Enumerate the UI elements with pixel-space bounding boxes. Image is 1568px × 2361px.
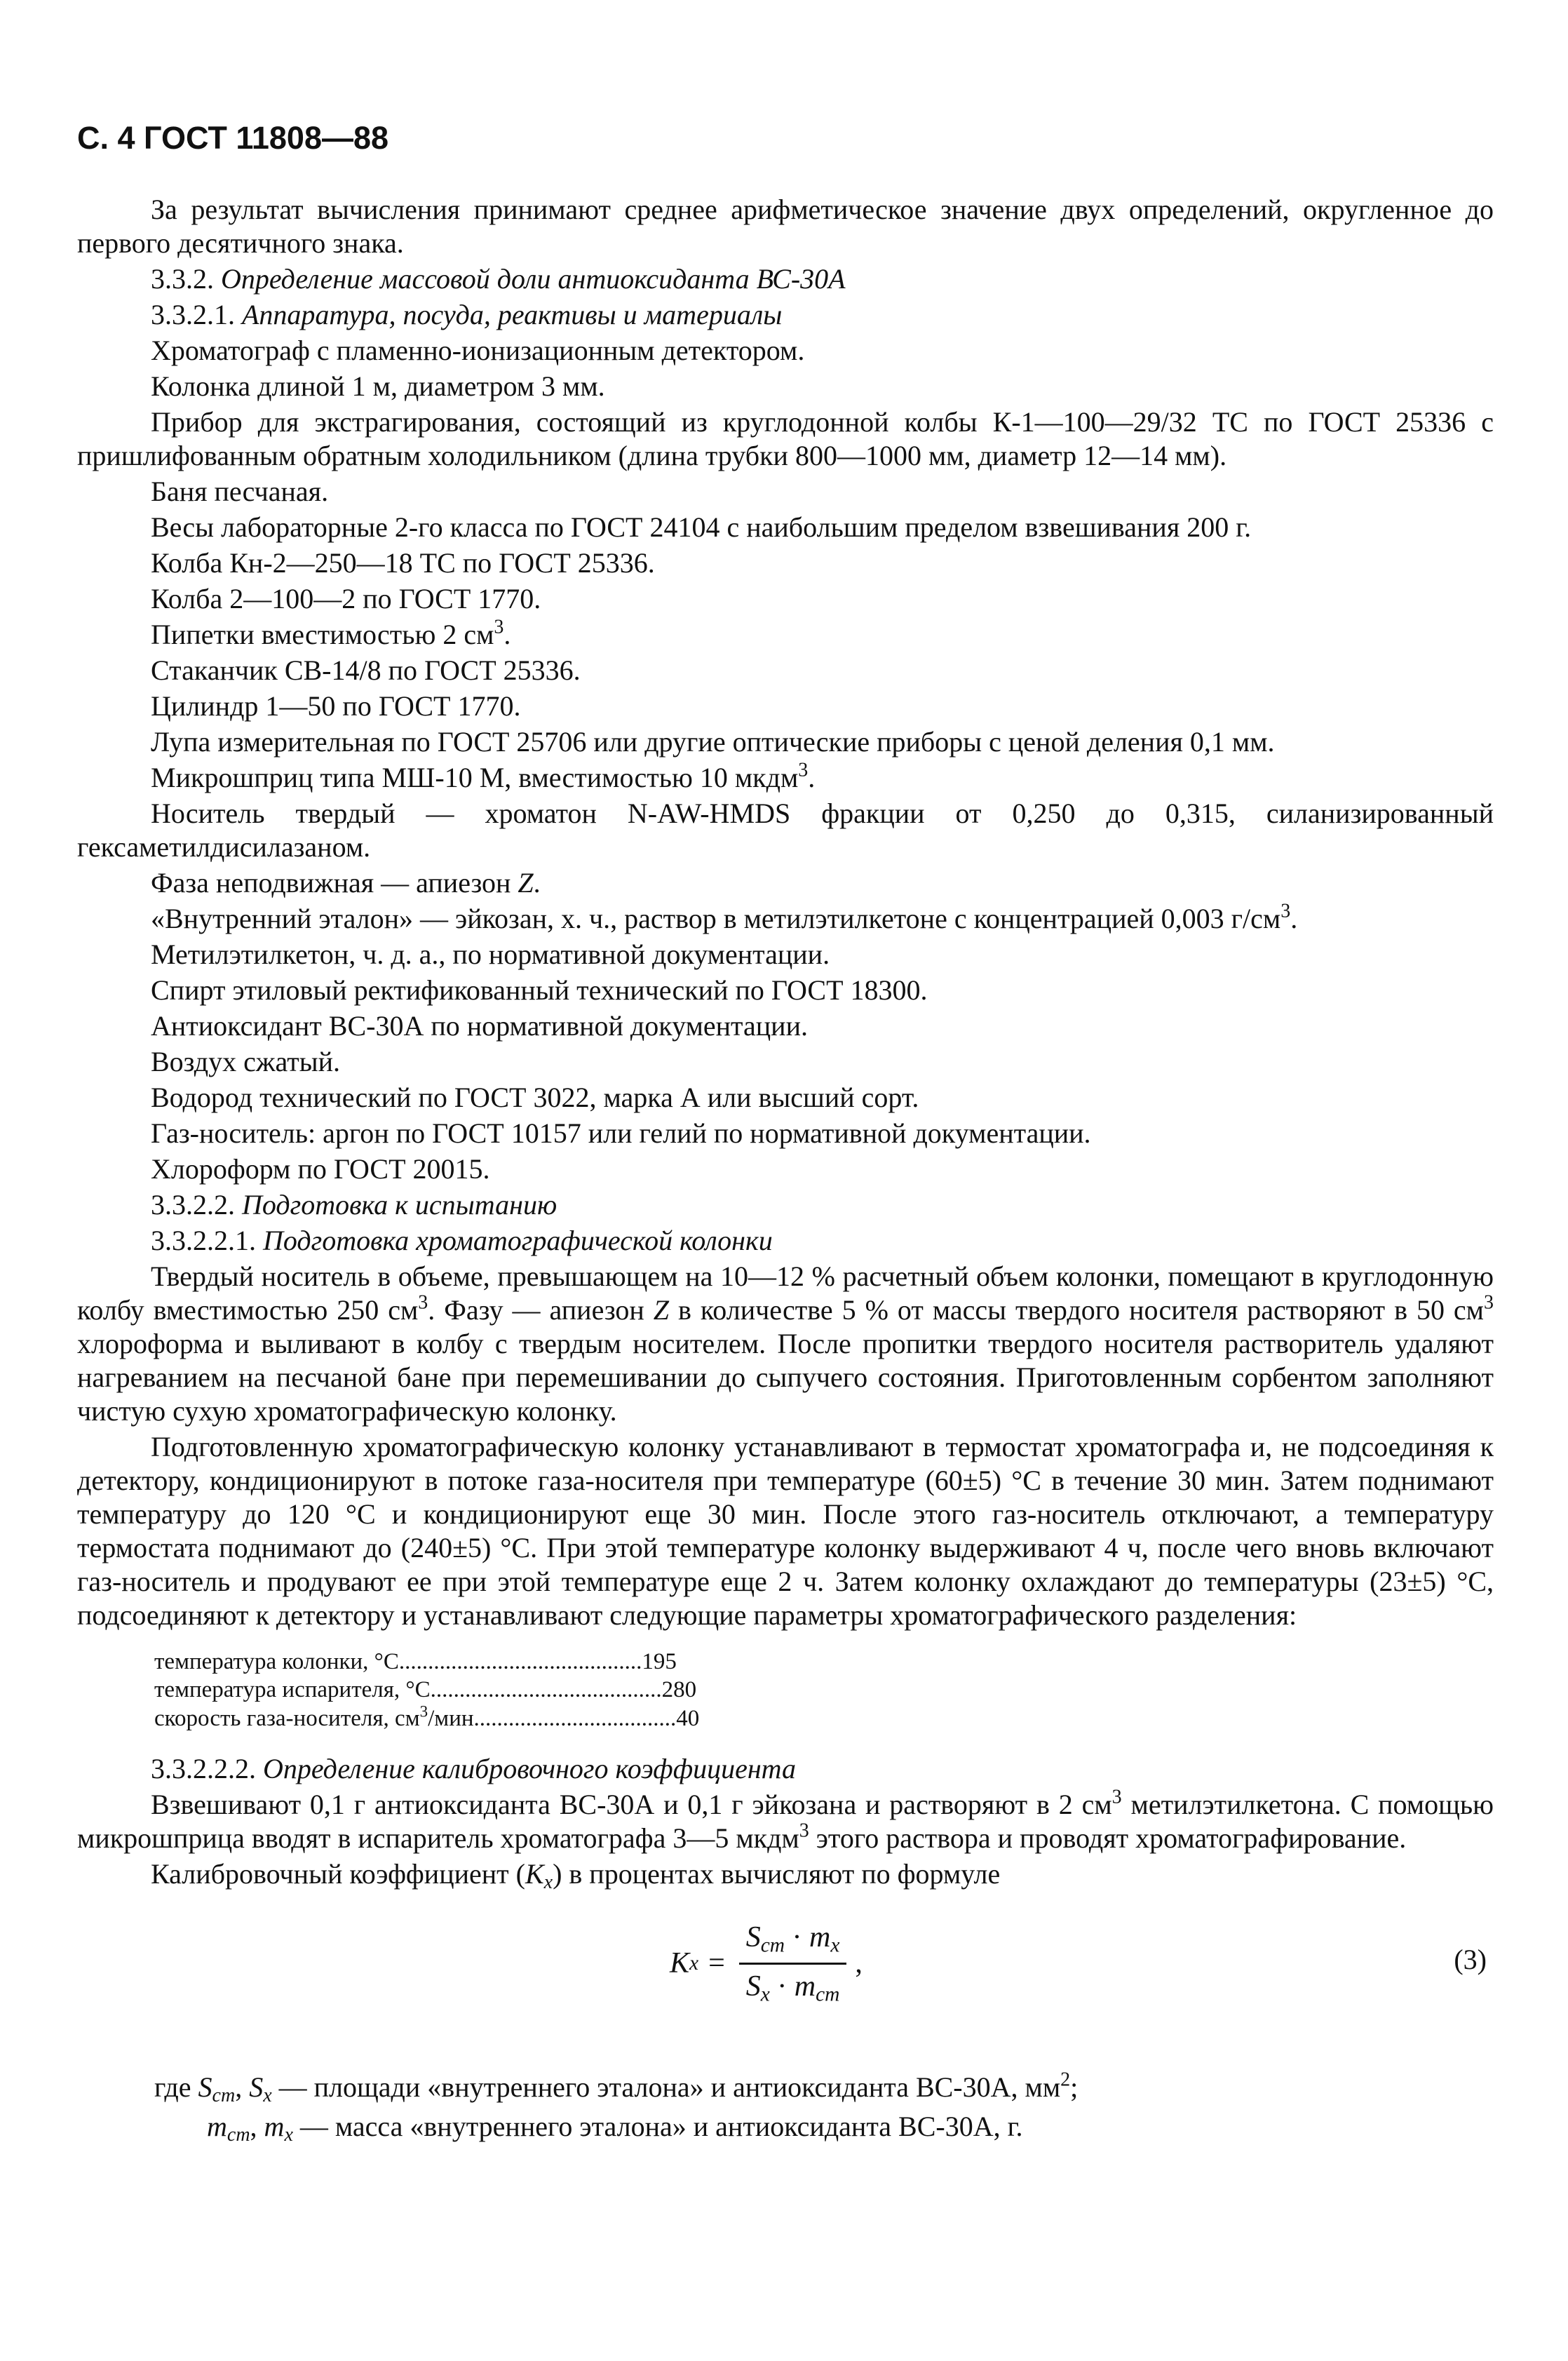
equipment-item: Колба 2—100—2 по ГОСТ 1770.: [151, 583, 541, 614]
equipment-item: Воздух сжатый.: [151, 1046, 340, 1077]
equipment-item: Колба Кн-2—250—18 ТС по ГОСТ 25336.: [151, 547, 655, 579]
section-number: 3.3.2.2.2.: [151, 1752, 256, 1784]
calibration-paragraph: Взвешивают 0,1 г антиоксиданта ВС-30А и 0,1 г эйкозана и растворяют в 2 $см^3$ метилэтилкетона. С помощью микрошприца вводят в испаритель хроматографа 3—5 мкдм$^3$ этого раствора и проводят хроматографирование.: [77, 1786, 1494, 1854]
equipment-item: Пипетки вместимостью 2 $см^3$.: [151, 616, 511, 650]
conditioning-paragraph: Подготовленную хроматографическую колонку устанавливают в термостат хроматографа и, не подсоединяя к детектору, кондиционируют в потоке газа-носителя при температуре (60±5) °С в течение 30 мин. Затем поднимают температуру до 120 °С и кондиционируют еще 30 мин. После этого газ-носитель отключают, а температуру термостата поднимают до (240±5) °С. При этой температуре колонку выдерживают 4 ч, после чего вновь включают газ-носитель и продувают ее при этой температуре еще 2 ч. Затем колонку охлаждают до температуры (23±5) °С, подсоединяют к детектору и устанавливают следующие параметры хроматографического разделения:: [77, 1431, 1494, 1631]
formula-expression: K x = $\frac{S_{ст} \cdot m_x}{S_x \cdot m_{ст}}$ ,: [670, 1920, 863, 2007]
equipment-item: Прибор для экстрагирования, состоящий из круглодонной колбы К-1—100—29/32 ТС по ГОСТ 25336 с пришлифованным обратным холодильником (длина трубки 800—1000 мм, диаметр 12—14 мм).: [77, 406, 1494, 471]
equipment-item: Микрошприц типа МШ-10 М, вместимостью 10 мкдм$^3$.: [151, 759, 816, 793]
section-3-3-2-2-1-heading: [77, 1224, 1494, 1258]
equipment-item: Метилэтилкетон, ч. д. а., по нормативной документации.: [151, 939, 830, 970]
page-header: С. 4 ГОСТ 11808—88: [77, 120, 389, 156]
section-title: Аппаратура, посуда, реактивы и материалы: [242, 299, 783, 330]
equipment-item: Колонка длиной 1 м, диаметром 3 мм.: [151, 370, 605, 402]
section-3-3-2-1-heading: [77, 298, 1494, 332]
formula-legend-line: где $S_{ст}$, $S_x$ — площади «внутреннего эталона» и антиоксиданта ВС-30А, $мм^2$;: [154, 2069, 1079, 2107]
section-title: Подготовка хроматографической колонки: [263, 1225, 773, 1256]
parameter-row: температура колонки, °С..........................................195: [154, 1649, 677, 1674]
section-title: Определение калибровочного коэффициента: [263, 1752, 797, 1784]
separation-parameters: [154, 1648, 1494, 1733]
equipment-item: Антиоксидант ВС-30А по нормативной документации.: [151, 1010, 808, 1042]
equipment-item: Лупа измерительная по ГОСТ 25706 или другие оптические приборы с ценой деления 0,1 мм.: [151, 726, 1275, 758]
section-number: 3.3.2.1.: [151, 299, 235, 330]
equipment-item: Стаканчик СВ-14/8 по ГОСТ 25336.: [151, 654, 581, 686]
formula-fraction: [739, 1920, 847, 2007]
equipment-item: Газ-носитель: аргон по ГОСТ 10157 или гелий по нормативной документации.: [151, 1117, 1091, 1149]
equipment-item: Носитель твердый — хроматон N-AW-HMDS фракции от 0,250 до 0,315, силанизированный гексаметилдисилазаном.: [77, 798, 1494, 863]
section-number: 3.3.2.2.1.: [151, 1225, 256, 1256]
formula-legend-line: $m_{ст}$, $m_x$ — масса «внутреннего эталона» и антиоксиданта ВС-30А, г.: [207, 2110, 1023, 2146]
equation-number: (3): [1454, 1944, 1487, 1976]
section-3-3-2-2-2-heading: [77, 1752, 1494, 1786]
equipment-item: Хлороформ по ГОСТ 20015.: [151, 1153, 490, 1185]
intro-paragraph: За результат вычисления принимают среднее арифметическое значение двух определений, округленное до первого десятичного знака.: [77, 194, 1494, 259]
formula-denominator: $S_x \cdot m_{ст}$: [745, 1970, 840, 2006]
parameter-row: температура испарителя, °С........................................280: [154, 1677, 697, 1703]
equipment-item: Весы лабораторные 2-го класса по ГОСТ 24104 с наибольшим пределом взвешивания 200 г.: [151, 511, 1252, 543]
parameter-value: 195: [642, 1649, 677, 1674]
equipment-item: Хроматограф с пламенно-ионизационным детектором.: [151, 335, 805, 366]
equipment-item: Водород технический по ГОСТ 3022, марка А или высший сорт.: [151, 1082, 919, 1113]
calibration-formula: [77, 1916, 1494, 2050]
parameter-row: скорость газа-носителя, $см^3/мин...................................40$: [154, 1701, 700, 1731]
section-title: Подготовка к испытанию: [242, 1189, 557, 1220]
equipment-item: Фаза неподвижная — апиезон Z.: [151, 867, 541, 899]
section-number: 3.3.2.: [151, 263, 214, 295]
section-3-3-2-2-heading: [77, 1188, 1494, 1222]
parameter-value: 40: [676, 1705, 700, 1731]
equipment-item: «Внутренний эталон» — эйкозан, х. ч., раствор в метилэтилкетоне с концентрацией 0,003 $г/см^3$.: [151, 900, 1298, 934]
section-3-3-2-heading: [77, 262, 1494, 296]
section-title: Определение массовой доли антиоксиданта ВС-30А: [221, 263, 846, 295]
column-preparation-paragraph: Твердый носитель в объеме, превышающем на 10—12 % расчетный объем колонки, помещают в круглодонную колбу вместимостью 250 $см^3$. Фазу — апиезон Z в количестве 5 % от массы твердого носителя растворяют в 50 $см^3$ хлороформа и выливают в колбу с твердым носителем. После пропитки твердого носителя растворитель удаляют нагреванием на песчаной бане при перемешивании до сыпучего состояния. Приготовленным сорбентом заполняют чистую сухую хроматографическую колонку.: [77, 1260, 1494, 1427]
formula-intro-paragraph: Калибровочный коэффициент $(K_x)$ в процентах вычисляют по формуле: [151, 1857, 1001, 1893]
parameter-value: 280: [661, 1677, 697, 1703]
section-number: 3.3.2.2.: [151, 1189, 235, 1220]
formula-numerator: $S_{ст} \cdot m_x$: [739, 1920, 847, 1965]
equipment-item: Спирт этиловый ректификованный технический по ГОСТ 18300.: [151, 974, 928, 1006]
equipment-item: Баня песчаная.: [151, 476, 329, 507]
equipment-item: Цилиндр 1—50 по ГОСТ 1770.: [151, 690, 521, 722]
document-body: [77, 193, 1494, 2149]
